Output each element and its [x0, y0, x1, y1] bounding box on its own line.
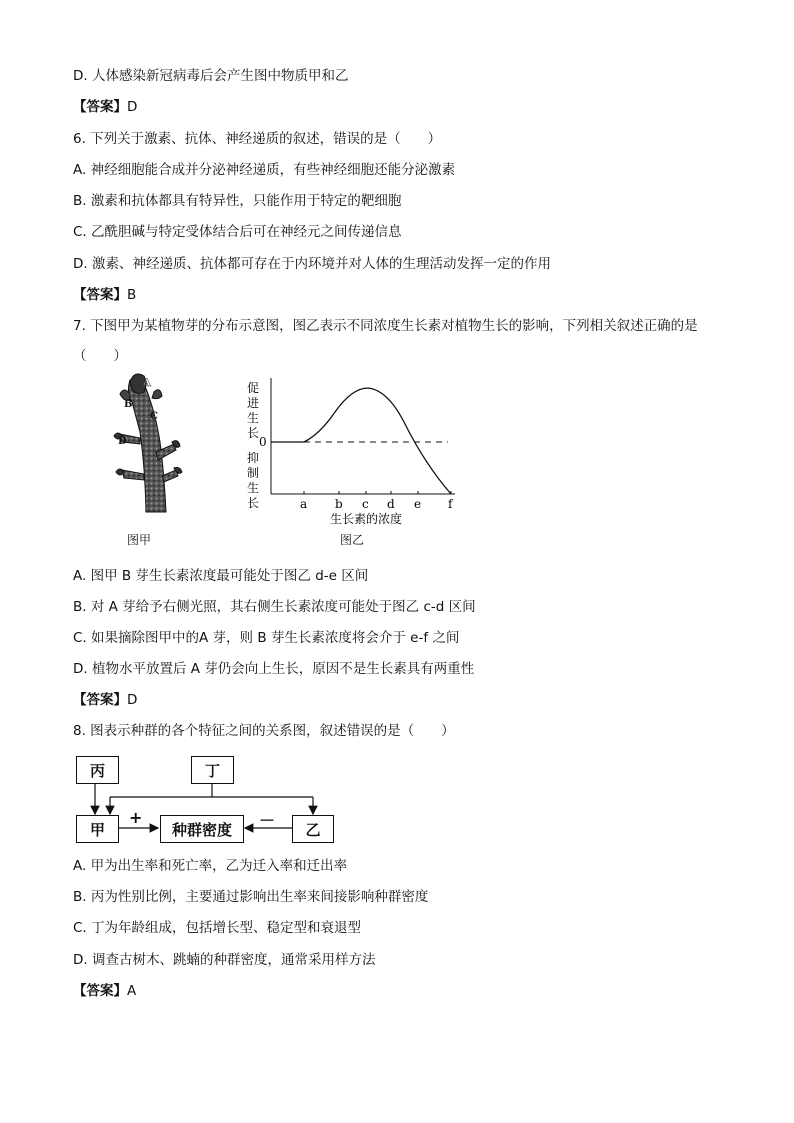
answer-tag: 【答案】 — [73, 983, 127, 999]
y-lower-label-2: 制 — [247, 466, 260, 480]
q7-option-c: C. 如果摘除图甲中的A 芽，则 B 芽生长素浓度将会介于 e-f 之间 — [73, 630, 460, 646]
q5-answer — [73, 97, 137, 117]
plus-sign: + — [129, 808, 143, 827]
q8-option-d: D. 调查古树木、跳蝻的种群密度，通常采用样方法 — [73, 952, 376, 968]
answer-value: B — [127, 287, 137, 303]
x-tick-d: d — [387, 497, 395, 511]
y-lower-label-4: 长 — [247, 496, 260, 510]
answer-tag: 【答案】 — [73, 99, 127, 115]
label-c: C — [150, 411, 158, 422]
y-zero-label: 0 — [259, 435, 267, 449]
box-bing: 丙 — [76, 756, 119, 784]
x-tick-f: f — [448, 497, 453, 511]
x-tick-e: e — [414, 497, 422, 511]
q7-answer — [73, 690, 137, 710]
x-tick-a: a — [300, 497, 308, 511]
q5-option-d: D. 人体感染新冠病毒后会产生图中物质甲和乙 — [73, 68, 349, 84]
y-lower-label-3: 生 — [247, 481, 260, 495]
q8-stem: 8. 图表示种群的各个特征之间的关系图，叙述错误的是（ ） — [73, 723, 455, 739]
box-population-density: 种群密度 — [160, 815, 244, 843]
q7-stem-line1: 7. 下图甲为某植物芽的分布示意图，图乙表示不同浓度生长素对植物生长的影响，下列相关叙述正确的是 — [73, 318, 698, 334]
q6-option-b: B. 激素和抗体都具有特异性，只能作用于特定的靶细胞 — [73, 193, 402, 209]
q7-option-b: B. 对 A 芽给予右侧光照，其右侧生长素浓度可能处于图乙 c-d 区间 — [73, 599, 476, 615]
label-d: D — [118, 436, 127, 447]
q7-stem-line2: （ ） — [73, 348, 127, 364]
figure-yi-caption: 图乙 — [340, 533, 365, 547]
y-lower-label-1: 抑 — [247, 451, 260, 465]
answer-tag: 【答案】 — [73, 692, 127, 708]
answer-value: A — [127, 983, 137, 999]
answer-value: D — [127, 692, 138, 708]
q8-option-a: A. 甲为出生率和死亡率，乙为迁入率和迁出率 — [73, 858, 348, 874]
label-a: A — [143, 378, 151, 389]
x-axis-label: 生长素的浓度 — [330, 512, 403, 526]
y-upper-label-4: 长 — [247, 426, 260, 440]
q6-option-c: C. 乙酰胆碱与特定受体结合后可在神经元之间传递信息 — [73, 224, 402, 240]
q8-option-c: C. 丁为年龄组成，包括增长型、稳定型和衰退型 — [73, 920, 362, 936]
answer-value: D — [127, 99, 138, 115]
q8-answer — [73, 981, 136, 1001]
y-upper-label-2: 进 — [247, 396, 260, 410]
q6-answer — [73, 285, 136, 305]
q6-stem: 6. 下列关于激素、抗体、神经递质的叙述，错误的是（ ） — [73, 131, 442, 147]
q6-option-a: A. 神经细胞能合成并分泌神经递质，有些神经细胞还能分泌激素 — [73, 162, 456, 178]
figure-jia-plant — [100, 372, 190, 517]
box-ding: 丁 — [191, 756, 234, 784]
box-jia: 甲 — [76, 815, 119, 843]
x-tick-b: b — [335, 497, 343, 511]
answer-tag: 【答案】 — [73, 287, 127, 303]
auxin-response-curve — [271, 388, 451, 494]
q7-option-d: D. 植物水平放置后 A 芽仍会向上生长，原因不是生长素具有两重性 — [73, 661, 475, 677]
q8-option-b: B. 丙为性别比例，主要通过影响出生率来间接影响种群密度 — [73, 889, 429, 905]
x-tick-c: c — [362, 497, 369, 511]
y-upper-label-1: 促 — [247, 381, 260, 395]
minus-sign: － — [259, 811, 276, 830]
figure-jia-caption: 图甲 — [127, 533, 152, 547]
population-diagram — [73, 752, 343, 844]
q7-option-a: A. 图甲 B 芽生长素浓度最可能处于图乙 d-e 区间 — [73, 568, 369, 584]
box-yi: 乙 — [292, 815, 334, 843]
figure-yi-graph — [240, 376, 470, 526]
y-upper-label-3: 生 — [247, 411, 260, 425]
label-b: B — [124, 399, 133, 410]
q6-option-d: D. 激素、神经递质、抗体都可存在于内环境并对人体的生理活动发挥一定的作用 — [73, 256, 551, 272]
